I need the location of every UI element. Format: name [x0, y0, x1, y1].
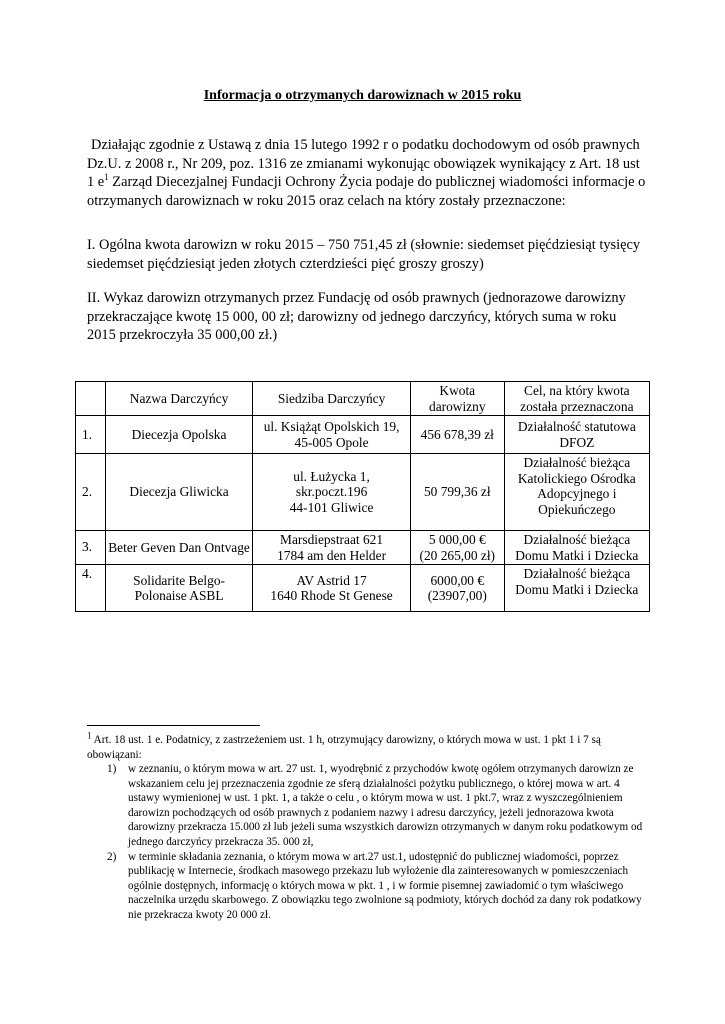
donor-name: Beter Geven Dan Ontvage — [105, 531, 252, 565]
footnote-text — [87, 730, 647, 762]
footnote-body: Art. 18 ust. 1 e. Podatnicy, z zastrzeżeniem ust. 1 h, otrzymujący darowizny, o których mowa w ust. 1 pkt 1 i 7 są obowiązani: — [87, 734, 601, 761]
table-row — [76, 531, 650, 565]
footnote-separator — [87, 725, 260, 726]
list-item-text: w zeznaniu, o którym mowa w art. 27 ust. 1, wyodrębnić z przychodów kwotę ogółem otrzymanych darowizn ze wskazaniem celu jej przeznaczenia zgodnie ze sferą działalności pożytku publicznego, o której mowa w art. 4 ustawy wymienionej w ust. 1 pkt. 1, a także o celu , o którym mowa w ust. 1 pkt.7, wraz z wyszczególnieniem darowizn pochodzących od osób prawnych z podaniem nazwy i adresu darczyńcy, jeżeli jednorazowa kwota darowizny przekracza 15.000 zł lub jeżeli suma wszystkich darowizn otrzymanych w danym roku podatkowym od jednego darczyńcy przekracza 35. 000 zł, — [128, 763, 643, 848]
footnote-reference[interactable]: 1 — [104, 172, 109, 183]
seat-line: Marsdiepstraat 621 — [280, 532, 384, 547]
amount-line: (23907,00) — [427, 588, 487, 603]
donations-table — [75, 381, 650, 612]
list-item-text: w terminie składania zeznania, o którym mowa w art.27 ust.1, udostępnić do publicznej wiadomości, poprzez publikację w Internecie, środkach masowego przekazu lub wyłożenie dla zainteresowanych w pomieszczeniach ogólnie dostępnych, informację o których mowa w pkt. 1 , i w formie pisemnej zawiadomić o tym właściwego naczelnika urzędu skarbowego. Z obowiązku tego zwolnione są podmioty, których dochód za dany rok podatkowy nie przekracza kwoty 20 000 zł. — [128, 850, 642, 921]
donor-seat: ul. Książąt Opolskich 19, 45-005 Opole — [253, 416, 411, 454]
header-amount: Kwota darowizny — [410, 382, 504, 416]
amount-line: (20 265,00 zł) — [419, 547, 496, 563]
list-marker: 1) — [107, 763, 117, 775]
donor-name: Diecezja Gliwicka — [105, 454, 252, 531]
total-donations-paragraph: I. Ogólna kwota darowizn w roku 2015 – 750 751,45 zł (słownie: siedemset pięćdziesiąt tysięcy siedemset pięćdziesiąt jeden złotych czterdzieści pięć groszy groszy) — [87, 237, 641, 272]
donation-purpose: Działalność bieżąca Domu Matki i Dziecka — [504, 531, 649, 565]
seat-line: ul. Łużycka 1, — [293, 468, 370, 484]
header-donor-seat: Siedziba Darczyńcy — [253, 382, 411, 416]
donation-amount: 50 799,36 zł — [410, 454, 504, 531]
donation-amount — [410, 565, 504, 612]
row-number: 4. — [76, 565, 106, 612]
document-title: Informacja o otrzymanych darowiznach w 2015 roku — [203, 88, 522, 103]
row-number: 3. — [76, 531, 106, 565]
intro-paragraph — [87, 136, 647, 210]
seat-line: 44-101 Gliwice — [289, 499, 374, 515]
amount-line: 6000,00 € — [430, 572, 485, 588]
table-row — [76, 565, 650, 612]
donation-purpose: Działalność statutowa DFOZ — [504, 416, 649, 454]
donor-seat — [253, 531, 411, 565]
table-row — [76, 416, 650, 454]
donation-amount — [410, 531, 504, 565]
intro-text-part2: Zarząd Diecezjalnej Fundacji Ochrony Życia podaje do publicznej wiadomości informacje o otrzymanych darowiznach w roku 2015 oraz celach na który zostały przeznaczone: — [87, 174, 646, 209]
seat-line: AV Astrid 17 — [296, 572, 367, 588]
seat-line: 1640 Rhode St Genese — [270, 588, 393, 603]
donation-amount: 456 678,39 zł — [410, 416, 504, 454]
list-item — [87, 762, 647, 850]
donor-name: Diecezja Opolska — [105, 416, 252, 454]
amount-line: 5 000,00 € — [428, 532, 486, 547]
donor-seat — [253, 565, 411, 612]
footnote-marker: 1 — [87, 730, 92, 741]
intro-text-part1: Działając zgodnie z Ustawą z dnia 15 lutego 1992 r o podatku dochodowym od osób prawnych Dz.U. z 2008 r., Nr 209, poz. 1316 ze zmianami wykonując obowiązek wynikający z Art. 18 ust 1 e — [87, 137, 640, 191]
row-number: 1. — [76, 416, 106, 454]
seat-line: 1784 am den Helder — [277, 547, 387, 563]
header-purpose: Cel, na który kwota została przeznaczona — [504, 382, 649, 416]
donation-purpose: Działalność bieżąca Domu Matki i Dziecka — [504, 565, 649, 612]
seat-line: skr.poczt.196 — [295, 484, 368, 500]
table-header-row — [76, 382, 650, 416]
list-marker: 2) — [107, 850, 117, 863]
header-blank — [76, 382, 106, 416]
donor-seat — [253, 454, 411, 531]
footnote-list — [87, 762, 647, 923]
donors-list-paragraph: II. Wykaz darowizn otrzymanych przez Fundację od osób prawnych (jednorazowe darowizny przekraczające kwotę 15 000, 00 zł; darowizny od jednego darczyńcy, których suma w roku 2015 przekroczyła 35 000,00 zł.) — [87, 290, 626, 344]
row-number: 2. — [76, 454, 106, 531]
list-item — [87, 850, 647, 923]
donation-purpose: Działalność bieżąca Katolickiego Ośrodka Adopcyjnego i Opiekuńczego — [504, 454, 649, 531]
table-row — [76, 454, 650, 531]
header-donor-name: Nazwa Darczyńcy — [105, 382, 252, 416]
donor-name: Solidarite Belgo-Polonaise ASBL — [105, 565, 252, 612]
